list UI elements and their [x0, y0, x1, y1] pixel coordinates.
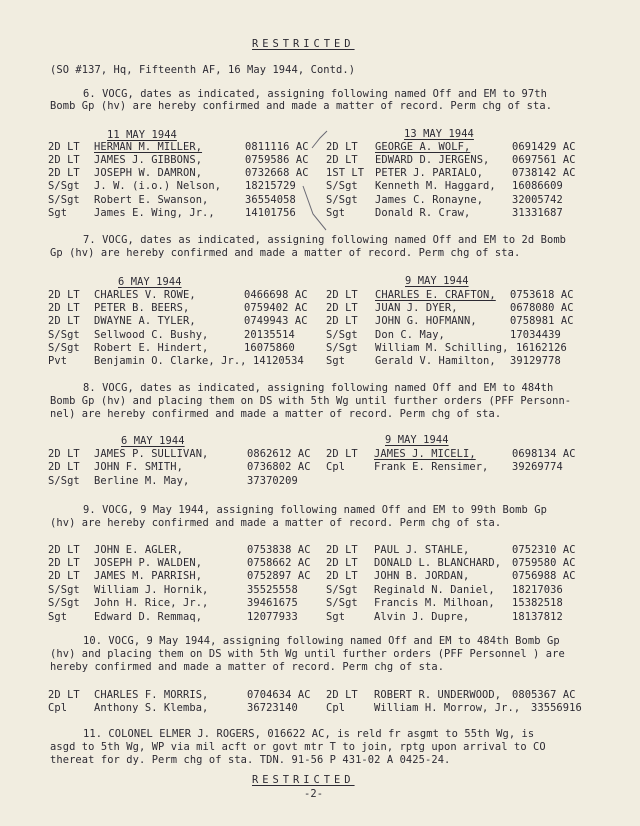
para8-line-3: nel) are hereby confirmed and made a matter of record. Perm chg of sta.: [50, 408, 502, 420]
roster-rank: 2D LT: [48, 302, 80, 314]
roster-name: CHARLES E. CRAFTON,: [375, 289, 496, 301]
roster-rank: 2D LT: [48, 461, 80, 473]
roster-name: JOHN G. HOFMANN,: [375, 315, 477, 327]
para6-line-2: Bomb Gp (hv) are hereby confirmed and made a matter of record. Perm chg of sta.: [50, 100, 553, 112]
roster-rank: 2D LT: [326, 544, 358, 556]
roster-serial: 0466698 AC: [244, 289, 308, 301]
roster-serial: 39461675: [247, 597, 298, 609]
roster-serial: 33556916: [531, 702, 582, 714]
roster-rank: S/Sgt: [48, 342, 80, 354]
roster-rank: S/Sgt: [326, 194, 358, 206]
roster-serial: 0752310 AC: [512, 544, 576, 556]
pencil-stroke-upper: [312, 131, 327, 148]
roster-rank: S/Sgt: [326, 180, 358, 192]
roster-rank: S/Sgt: [48, 180, 80, 192]
roster-name: GEORGE A. WOLF,: [375, 141, 471, 153]
roster-serial: 37370209: [247, 475, 298, 487]
roster-rank: Cpl: [326, 461, 346, 473]
roster-name: JAMES M. PARRISH,: [94, 570, 203, 582]
roster-serial: 35525558: [247, 584, 298, 596]
roster-name: HERMAN M. MILLER,: [94, 141, 203, 153]
classification-header: RESTRICTED: [252, 38, 355, 50]
roster-name: Robert E. Swanson,: [94, 194, 209, 206]
roster-rank: Cpl: [48, 702, 68, 714]
roster-serial: 0698134 AC: [512, 448, 576, 460]
roster-rank: Sgt: [48, 611, 68, 623]
para9-line-1: 9. VOCG, 9 May 1944, assigning following named Off and EM to 99th Bomb Gp: [83, 504, 547, 516]
roster-name: DWAYNE A. TYLER,: [94, 315, 196, 327]
roster-name: William M. Schilling,: [375, 342, 509, 354]
roster-name: JAMES J. MICELI,: [374, 448, 476, 460]
roster-serial: 16162126: [516, 342, 567, 354]
roster-serial: 0811116 AC: [245, 141, 309, 153]
roster-rank: 2D LT: [48, 141, 80, 153]
pencil-stroke-lower: [303, 186, 326, 230]
para7-date-right: 9 MAY 1944: [405, 275, 469, 287]
roster-rank: S/Sgt: [48, 329, 80, 341]
roster-serial: 0752897 AC: [247, 570, 311, 582]
roster-serial: 39269774: [512, 461, 563, 473]
roster-rank: Sgt: [326, 611, 346, 623]
roster-serial: 16086609: [512, 180, 563, 192]
para9-line-2: (hv) are hereby confirmed and made a matter of record. Perm chg of sta.: [50, 517, 502, 529]
roster-serial: 0759402 AC: [244, 302, 308, 314]
roster-name: Sellwood C. Bushy,: [94, 329, 209, 341]
roster-name: Berline M. May,: [94, 475, 190, 487]
roster-rank: 2D LT: [326, 689, 358, 701]
roster-serial: 0759586 AC: [245, 154, 309, 166]
roster-rank: Sgt: [326, 355, 346, 367]
roster-name: J. W. (i.o.) Nelson,: [94, 180, 222, 192]
roster-name: James E. Wing, Jr.,: [94, 207, 215, 219]
roster-rank: 2D LT: [48, 448, 80, 460]
roster-name: PAUL J. STAHLE,: [374, 544, 470, 556]
para8-date-right: 9 MAY 1944: [385, 434, 449, 446]
roster-name: Gerald V. Hamilton,: [375, 355, 496, 367]
roster-rank: 2D LT: [326, 448, 358, 460]
roster-rank: 2D LT: [48, 154, 80, 166]
roster-serial: 0805367 AC: [512, 689, 576, 701]
roster-rank: S/Sgt: [48, 194, 80, 206]
roster-serial: 14101756: [245, 207, 296, 219]
roster-name: JAMES J. GIBBONS,: [94, 154, 203, 166]
para8-line-2: Bomb Gp (hv) and placing them on DS with 5th Wg until further orders (PFF Personn-: [50, 395, 572, 407]
roster-serial: 0738142 AC: [512, 167, 576, 179]
roster-serial: 16075860: [244, 342, 295, 354]
para11-line-2: asgd to 5th Wg, WP via mil acft or govt mtr T to join, rptg upon arrival to CO: [50, 741, 546, 753]
roster-rank: 2D LT: [48, 315, 80, 327]
roster-serial: 36723140: [247, 702, 298, 714]
roster-rank: 2D LT: [48, 570, 80, 582]
roster-serial: 0678080 AC: [510, 302, 574, 314]
para7-line-1: 7. VOCG, dates as indicated, assigning following named Off and EM to 2d Bomb: [83, 234, 567, 246]
roster-serial: 31331687: [512, 207, 563, 219]
roster-name: Anthony S. Klemba,: [94, 702, 209, 714]
roster-rank: Sgt: [48, 207, 68, 219]
roster-name: Robert E. Hindert,: [94, 342, 209, 354]
roster-name: Francis M. Milhoan,: [374, 597, 495, 609]
roster-name: JOHN F. SMITH,: [94, 461, 183, 473]
roster-rank: 2D LT: [326, 302, 358, 314]
roster-name: Edward D. Remmaq,: [94, 611, 203, 623]
para6-date-right: 13 MAY 1944: [404, 128, 474, 140]
roster-serial: 14120534: [253, 355, 304, 367]
roster-serial: 0753618 AC: [510, 289, 574, 301]
roster-rank: 2D LT: [48, 167, 80, 179]
roster-rank: S/Sgt: [326, 342, 358, 354]
roster-name: ROBERT R. UNDERWOOD,: [374, 689, 502, 701]
roster-name: CHARLES V. ROWE,: [94, 289, 196, 301]
roster-serial: 17034439: [510, 329, 561, 341]
roster-name: Don C. May,: [375, 329, 445, 341]
roster-rank: S/Sgt: [48, 584, 80, 596]
para6-date-left: 11 MAY 1944: [107, 129, 177, 141]
para8-date-left: 6 MAY 1944: [121, 435, 185, 447]
roster-name: JOSEPH P. WALDEN,: [94, 557, 203, 569]
roster-rank: 2D LT: [48, 689, 80, 701]
roster-serial: 36554058: [245, 194, 296, 206]
roster-name: Donald R. Craw,: [375, 207, 471, 219]
roster-name: Alvin J. Dupre,: [374, 611, 470, 623]
roster-name: JOSEPH W. DAMRON,: [94, 167, 203, 179]
roster-rank: S/Sgt: [48, 597, 80, 609]
roster-name: JAMES P. SULLIVAN,: [94, 448, 209, 460]
roster-serial: 15382518: [512, 597, 563, 609]
roster-rank: Cpl: [326, 702, 346, 714]
roster-rank: 2D LT: [326, 557, 358, 569]
para11-line-1: 11. COLONEL ELMER J. ROGERS, 016622 AC, is reld fr asgmt to 55th Wg, is: [83, 728, 535, 740]
roster-serial: 0732668 AC: [245, 167, 309, 179]
para7-date-left: 6 MAY 1944: [118, 276, 182, 288]
roster-rank: 2D LT: [326, 141, 358, 153]
roster-name: JOHN B. JORDAN,: [374, 570, 470, 582]
roster-rank: 1ST LT: [326, 167, 365, 179]
roster-rank: 2D LT: [326, 570, 358, 582]
roster-serial: 12077933: [247, 611, 298, 623]
roster-name: Frank E. Rensimer,: [374, 461, 489, 473]
roster-serial: 32005742: [512, 194, 563, 206]
roster-rank: 2D LT: [326, 315, 358, 327]
para10-line-1: 10. VOCG, 9 May 1944, assigning following named Off and EM to 484th Bomb Gp: [83, 635, 560, 647]
roster-name: Kenneth M. Haggard,: [375, 180, 496, 192]
roster-name: Reginald N. Daniel,: [374, 584, 495, 596]
roster-serial: 0862612 AC: [247, 448, 311, 460]
para8-line-1: 8. VOCG, dates as indicated, assigning following named Off and EM to 484th: [83, 382, 554, 394]
roster-serial: 18215729: [245, 180, 296, 192]
roster-serial: 0758981 AC: [510, 315, 574, 327]
roster-name: JUAN J. DYER,: [375, 302, 458, 314]
roster-name: Benjamin O. Clarke, Jr.,: [94, 355, 247, 367]
roster-rank: S/Sgt: [326, 584, 358, 596]
roster-name: EDWARD D. JERGENS,: [375, 154, 490, 166]
roster-serial: 0704634 AC: [247, 689, 311, 701]
roster-rank: Sgt: [326, 207, 346, 219]
roster-name: PETER J. PARIALO,: [375, 167, 484, 179]
roster-rank: 2D LT: [48, 544, 80, 556]
classification-footer: RESTRICTED: [252, 774, 355, 786]
para10-line-2: (hv) and placing them on DS with 5th Wg until further orders (PFF Personnel ) are: [50, 648, 565, 660]
roster-serial: 39129778: [510, 355, 561, 367]
roster-serial: 0697561 AC: [512, 154, 576, 166]
roster-name: PETER B. BEERS,: [94, 302, 190, 314]
para6-line-1: 6. VOCG, dates as indicated, assigning following named Off and EM to 97th: [83, 88, 547, 100]
roster-name: James C. Ronayne,: [375, 194, 484, 206]
roster-serial: 18217036: [512, 584, 563, 596]
roster-name: JOHN E. AGLER,: [94, 544, 183, 556]
roster-name: DONALD L. BLANCHARD,: [374, 557, 502, 569]
roster-serial: 0736802 AC: [247, 461, 311, 473]
roster-serial: 20135514: [244, 329, 295, 341]
roster-serial: 0758662 AC: [247, 557, 311, 569]
para11-line-3: thereat for dy. Perm chg of sta. TDN. 91-56 P 431-02 A 0425-24.: [50, 754, 451, 766]
roster-serial: 0753838 AC: [247, 544, 311, 556]
roster-serial: 0749943 AC: [244, 315, 308, 327]
roster-rank: 2D LT: [326, 154, 358, 166]
roster-rank: S/Sgt: [48, 475, 80, 487]
roster-rank: 2D LT: [326, 289, 358, 301]
roster-serial: 18137812: [512, 611, 563, 623]
roster-name: William J. Hornik,: [94, 584, 209, 596]
roster-name: William H. Morrow, Jr.,: [374, 702, 521, 714]
roster-name: CHARLES F. MORRIS,: [94, 689, 209, 701]
page-number: -2-: [304, 788, 324, 800]
roster-serial: 0691429 AC: [512, 141, 576, 153]
para10-line-3: hereby confirmed and made a matter of record. Perm chg of sta.: [50, 661, 445, 673]
roster-name: John H. Rice, Jr.,: [94, 597, 209, 609]
roster-rank: S/Sgt: [326, 329, 358, 341]
roster-serial: 0756988 AC: [512, 570, 576, 582]
order-reference: (SO #137, Hq, Fifteenth AF, 16 May 1944, Contd.): [50, 64, 356, 76]
roster-rank: 2D LT: [48, 289, 80, 301]
roster-rank: 2D LT: [48, 557, 80, 569]
roster-serial: 0759580 AC: [512, 557, 576, 569]
roster-rank: Pvt: [48, 355, 68, 367]
para7-line-2: Gp (hv) are hereby confirmed and made a matter of record. Perm chg of sta.: [50, 247, 521, 259]
roster-rank: S/Sgt: [326, 597, 358, 609]
